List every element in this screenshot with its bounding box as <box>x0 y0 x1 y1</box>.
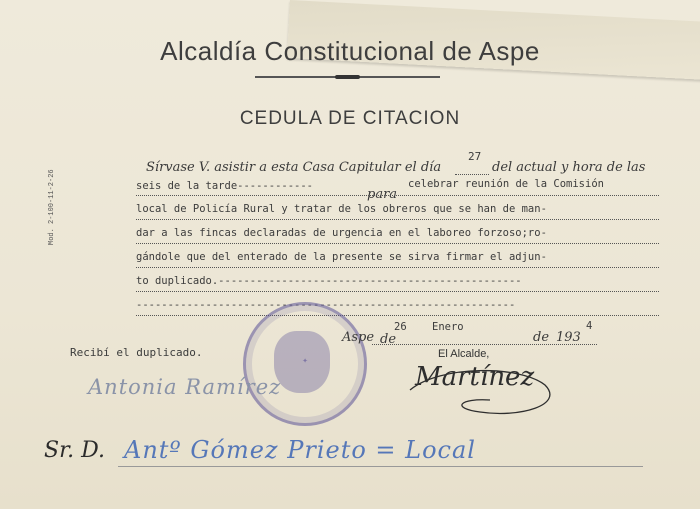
form-code: Mod. 2-100-11-2-26 <box>48 169 56 245</box>
typed-line-5: gándole que del enterado de la presente se sirva firmar el adjun- <box>136 251 547 263</box>
addressee-name: Antº Gómez Prieto = Local <box>124 436 476 464</box>
typed-line-3: local de Policía Rural y tratar de los obreros que se han de man- <box>136 203 547 215</box>
guide-line-2 <box>136 195 659 196</box>
date-year-prefix: 193 <box>556 330 581 345</box>
addressee-prefix: Sr. D. <box>44 438 106 463</box>
date-place: Aspe <box>342 330 375 345</box>
date-guide-line <box>372 344 597 345</box>
receipt-label: Recibí el duplicado. <box>70 346 203 359</box>
municipal-seal <box>243 302 367 426</box>
guide-line-6 <box>136 291 659 292</box>
guide-line-7 <box>136 315 659 316</box>
day-guide-line <box>455 174 489 175</box>
signature-flourish <box>400 360 570 420</box>
guide-line-5 <box>136 267 659 268</box>
mayor-signature: Martínez <box>415 362 535 392</box>
typed-line-6: to duplicado.------------------------------------------------ <box>136 275 522 287</box>
date-day: 26 <box>394 321 407 333</box>
guide-line-4 <box>136 243 659 244</box>
document-subtitle: CEDULA DE CITACION <box>239 108 461 129</box>
typed-line-7: ------------------------------------------------------------ <box>136 299 516 311</box>
date-month: Enero <box>432 321 464 333</box>
guide-line-3 <box>136 219 659 220</box>
para-text: para <box>367 187 398 202</box>
intro-text-2: del actual y hora de las <box>492 160 646 175</box>
receipt-signature: Antonia Ramírez <box>88 375 282 399</box>
mayor-label: El Alcalde, <box>438 348 490 360</box>
intro-text: Sírvase V. asistir a esta Casa Capitular el día <box>146 160 442 175</box>
day-value: 27 <box>468 150 482 163</box>
title-divider <box>255 76 440 78</box>
page-title: Alcaldía Constitucional de Aspe <box>160 36 540 66</box>
date-year-suffix: 4 <box>586 320 593 332</box>
addressee-guide-line <box>118 466 643 467</box>
date-de-2: de <box>533 330 550 345</box>
seal-icon: ✦ <box>302 358 308 365</box>
typed-line-2b: celebrar reunión de la Comisión <box>408 178 604 190</box>
date-de-1: de <box>380 332 397 347</box>
typed-line-4: dar a las fincas declaradas de urgencia en el laboreo forzoso;ro- <box>136 227 547 239</box>
typed-line-2a: seis de la tarde------------ <box>136 180 314 192</box>
